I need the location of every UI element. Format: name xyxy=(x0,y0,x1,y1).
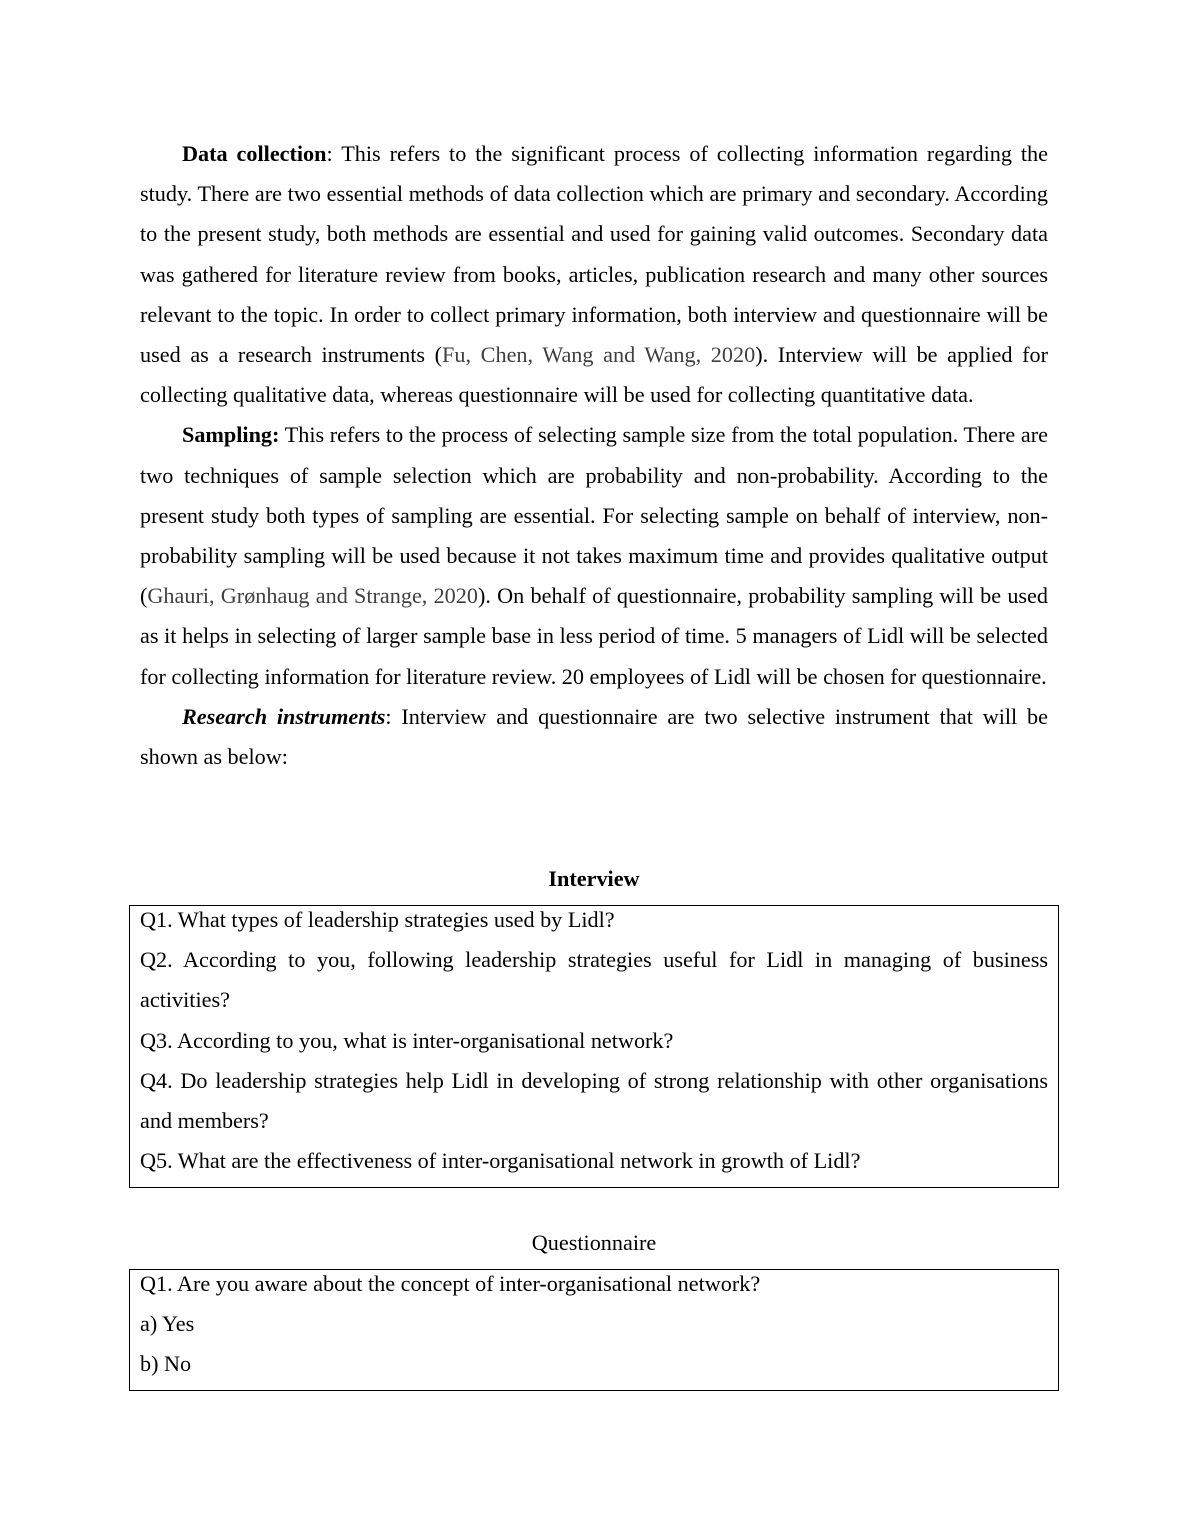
interview-question: Q1. What types of leadership strategies used by Lidl? xyxy=(140,907,615,932)
interview-question: Q2. According to you, following leadership strategies useful for Lidl in managing of business activities? xyxy=(140,947,1048,1013)
paragraph-sampling xyxy=(140,415,1048,696)
interview-heading: Interview xyxy=(548,866,640,891)
interview-question: Q5. What are the effectiveness of inter-organisational network in growth of Lidl? xyxy=(140,1148,861,1174)
questionnaire-option: b) No xyxy=(140,1351,192,1377)
questionnaire-box xyxy=(129,1269,1059,1391)
sampling-text-end: ). On behalf of questionnaire, probability sampling will be used as it helps in selecting of larger sample base in less period of time. 5 managers of Lidl will be selected for collecting information for literature review. 20 employees of Lidl will be chosen for questionnaire. xyxy=(140,583,1048,689)
data-collection-text: : This refers to the significant process of collecting information regarding the study. There are two essential methods of data collection which are primary and secondary. According to the present study, both methods are essential and used for gaining valid outcomes. Secondary data was gathered for literature review from books, articles, publication research and many other sources relevant to the topic. In order to collect primary information, both interview and questionnaire will be used as a research instruments ( xyxy=(140,141,1048,368)
sampling-label: Sampling: xyxy=(182,422,280,448)
data-collection-label: Data collection xyxy=(182,141,327,166)
citation-fu-2020: Fu, Chen, Wang and Wang, 2020 xyxy=(442,342,756,368)
questionnaire-heading: Questionnaire xyxy=(531,1230,657,1255)
interview-question: Q3. According to you, what is inter-organisational network? xyxy=(140,1027,674,1053)
body-text xyxy=(140,134,1048,777)
questionnaire-question: Q1. Are you aware about the concept of inter-organisational network? xyxy=(140,1271,761,1296)
paragraph-research-instruments xyxy=(140,697,1048,777)
sampling-text: This refers to the process of selecting sample size from the total population. There are two techniques of sample selection which are probability and non-probability. According to the present study both types of sampling are essential. For selecting sample on behalf of interview, non-probability sampling will be used because it not takes maximum time and provides qualitative output ( xyxy=(140,422,1048,609)
interview-question: Q4. Do leadership strategies help Lidl in developing of strong relationship with other organisations and members? xyxy=(140,1067,1048,1134)
citation-ghauri-2020: Ghauri, Grønhaug and Strange, 2020 xyxy=(147,583,478,609)
research-instruments-label: Research instruments xyxy=(182,703,386,729)
data-collection-text-end: ). Interview will be applied for collecting qualitative data, whereas questionnaire will be used for collecting quantitative data. xyxy=(140,342,1048,408)
interview-questions-box xyxy=(129,905,1059,1188)
questionnaire-option: a) Yes xyxy=(140,1311,195,1337)
research-instruments-text: : Interview and questionnaire are two selective instrument that will be shown as below: xyxy=(140,703,1048,770)
paragraph-data-collection xyxy=(140,134,1048,415)
